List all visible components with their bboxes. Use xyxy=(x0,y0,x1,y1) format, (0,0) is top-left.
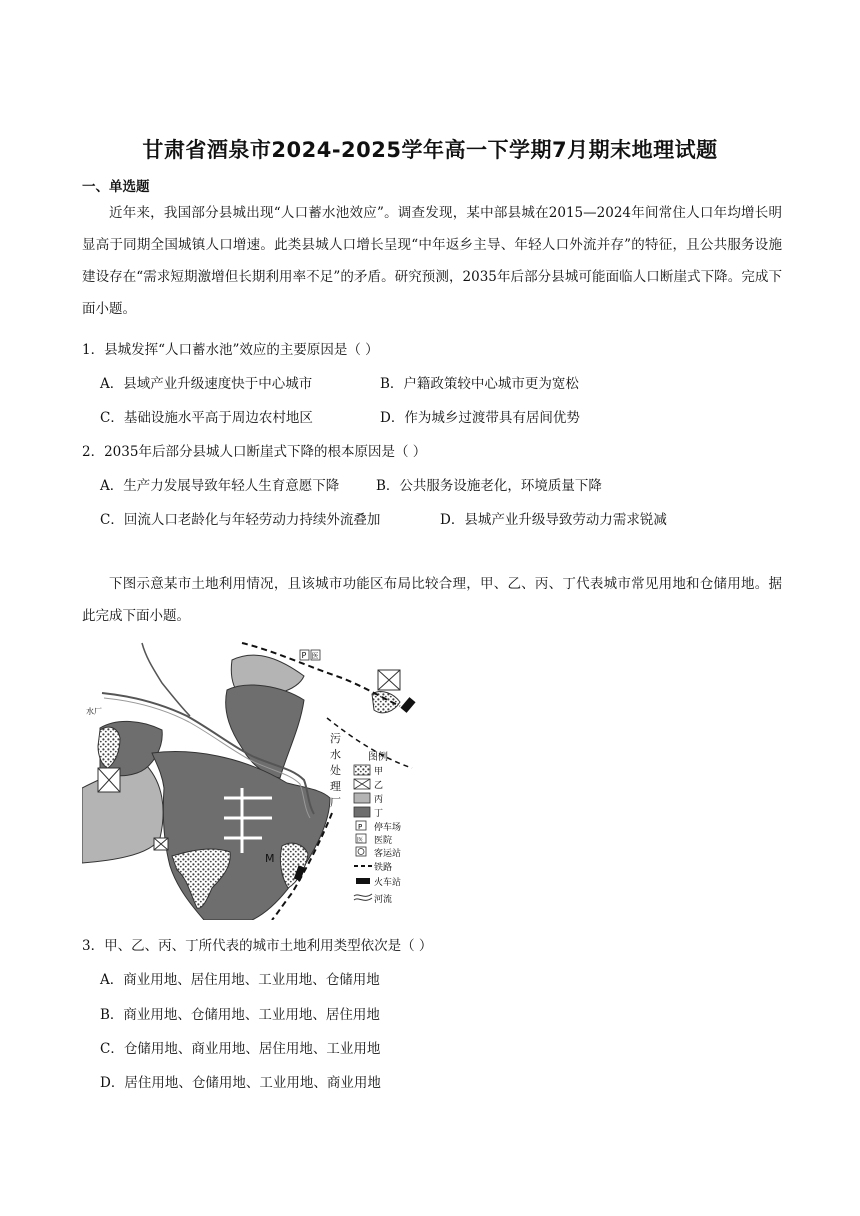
question-3-option-b[interactable]: B．商业用地、仓储用地、工业用地、居住用地 xyxy=(100,1007,380,1023)
question-3-option-a[interactable]: A．商业用地、居住用地、工业用地、仓储用地 xyxy=(100,972,380,988)
question-3-stem: 3．甲、乙、丙、丁所代表的城市土地利用类型依次是（ ） xyxy=(82,938,433,954)
svg-text:医: 医 xyxy=(357,837,364,844)
question-1-stem: 1．县城发挥“人口蓄水池”效应的主要原因是（ ） xyxy=(82,342,379,358)
svg-text:P: P xyxy=(301,651,307,660)
map-legend xyxy=(354,750,401,905)
svg-text:水: 水 xyxy=(330,748,341,761)
question-1-option-c[interactable]: C．基础设施水平高于周边农村地区 xyxy=(100,410,313,426)
svg-text:乙: 乙 xyxy=(374,781,384,791)
svg-text:理: 理 xyxy=(330,780,341,793)
question-2-option-b[interactable]: B．公共服务设施老化，环境质量下降 xyxy=(376,478,602,494)
svg-text:停车场: 停车场 xyxy=(374,823,402,833)
question-1-option-d[interactable]: D．作为城乡过渡带具有居间优势 xyxy=(380,410,580,426)
land-use-map xyxy=(82,638,444,920)
passage-1: 近年来，我国部分县城出现“人口蓄水池效应”。调查发现，某中部县城在2015—2024年间常住人口年均增长明显高于同期全国城镇人口增速。此类县城人口增长呈现“中年返乡主导、年轻人口外流并存”的特征，且公共服务设施建设存在“需求短期激增但长期利用率不足”的矛盾。研究预测，2035年后部分县城可能面临人口断崖式下降。完成下面小题。 xyxy=(82,205,782,317)
svg-text:医: 医 xyxy=(311,652,319,660)
svg-text:客运站: 客运站 xyxy=(374,849,402,859)
svg-text:医院: 医院 xyxy=(374,836,393,846)
svg-text:铁路: 铁路 xyxy=(374,863,393,873)
question-3-option-d[interactable]: D．居住用地、仓储用地、工业用地、商业用地 xyxy=(100,1075,381,1091)
svg-text:图例: 图例 xyxy=(368,752,388,763)
svg-text:P: P xyxy=(358,823,363,831)
svg-text:火车站: 火车站 xyxy=(374,878,402,888)
question-2-option-a[interactable]: A．生产力发展导致年轻人生育意愿下降 xyxy=(100,478,340,494)
m-label: M xyxy=(265,852,275,865)
question-2-option-c[interactable]: C．回流人口老龄化与年轻劳动力持续外流叠加 xyxy=(100,512,381,528)
svg-text:甲: 甲 xyxy=(374,767,384,777)
passage-2: 下图示意某市土地利用情况，且该城市功能区布局比较合理，甲、乙、丙、丁代表城市常见用地和仓储用地。据此完成下面小题。 xyxy=(82,576,782,624)
svg-text:丁: 丁 xyxy=(374,809,384,819)
svg-text:河流: 河流 xyxy=(374,895,393,905)
svg-text:丙: 丙 xyxy=(374,795,384,805)
svg-text:污: 污 xyxy=(330,732,341,745)
svg-text:厂: 厂 xyxy=(330,796,341,809)
water-plant-label: 水厂 xyxy=(86,707,102,716)
page-title: 甘肃省酒泉市2024-2025学年高一下学期7月期末地理试题 xyxy=(142,138,718,162)
question-1-option-a[interactable]: A．县域产业升级速度快于中心城市 xyxy=(100,376,313,392)
question-3-option-c[interactable]: C．仓储用地、商业用地、居住用地、工业用地 xyxy=(100,1041,381,1057)
question-1-option-b[interactable]: B．户籍政策较中心城市更为宽松 xyxy=(380,376,579,392)
question-2-stem: 2．2035年后部分县城人口断崖式下降的根本原因是（ ） xyxy=(82,444,427,460)
section-heading: 一、单选题 xyxy=(82,179,150,195)
svg-text:处: 处 xyxy=(330,764,341,777)
question-2-option-d[interactable]: D．县城产业升级导致劳动力需求锐减 xyxy=(440,512,667,528)
